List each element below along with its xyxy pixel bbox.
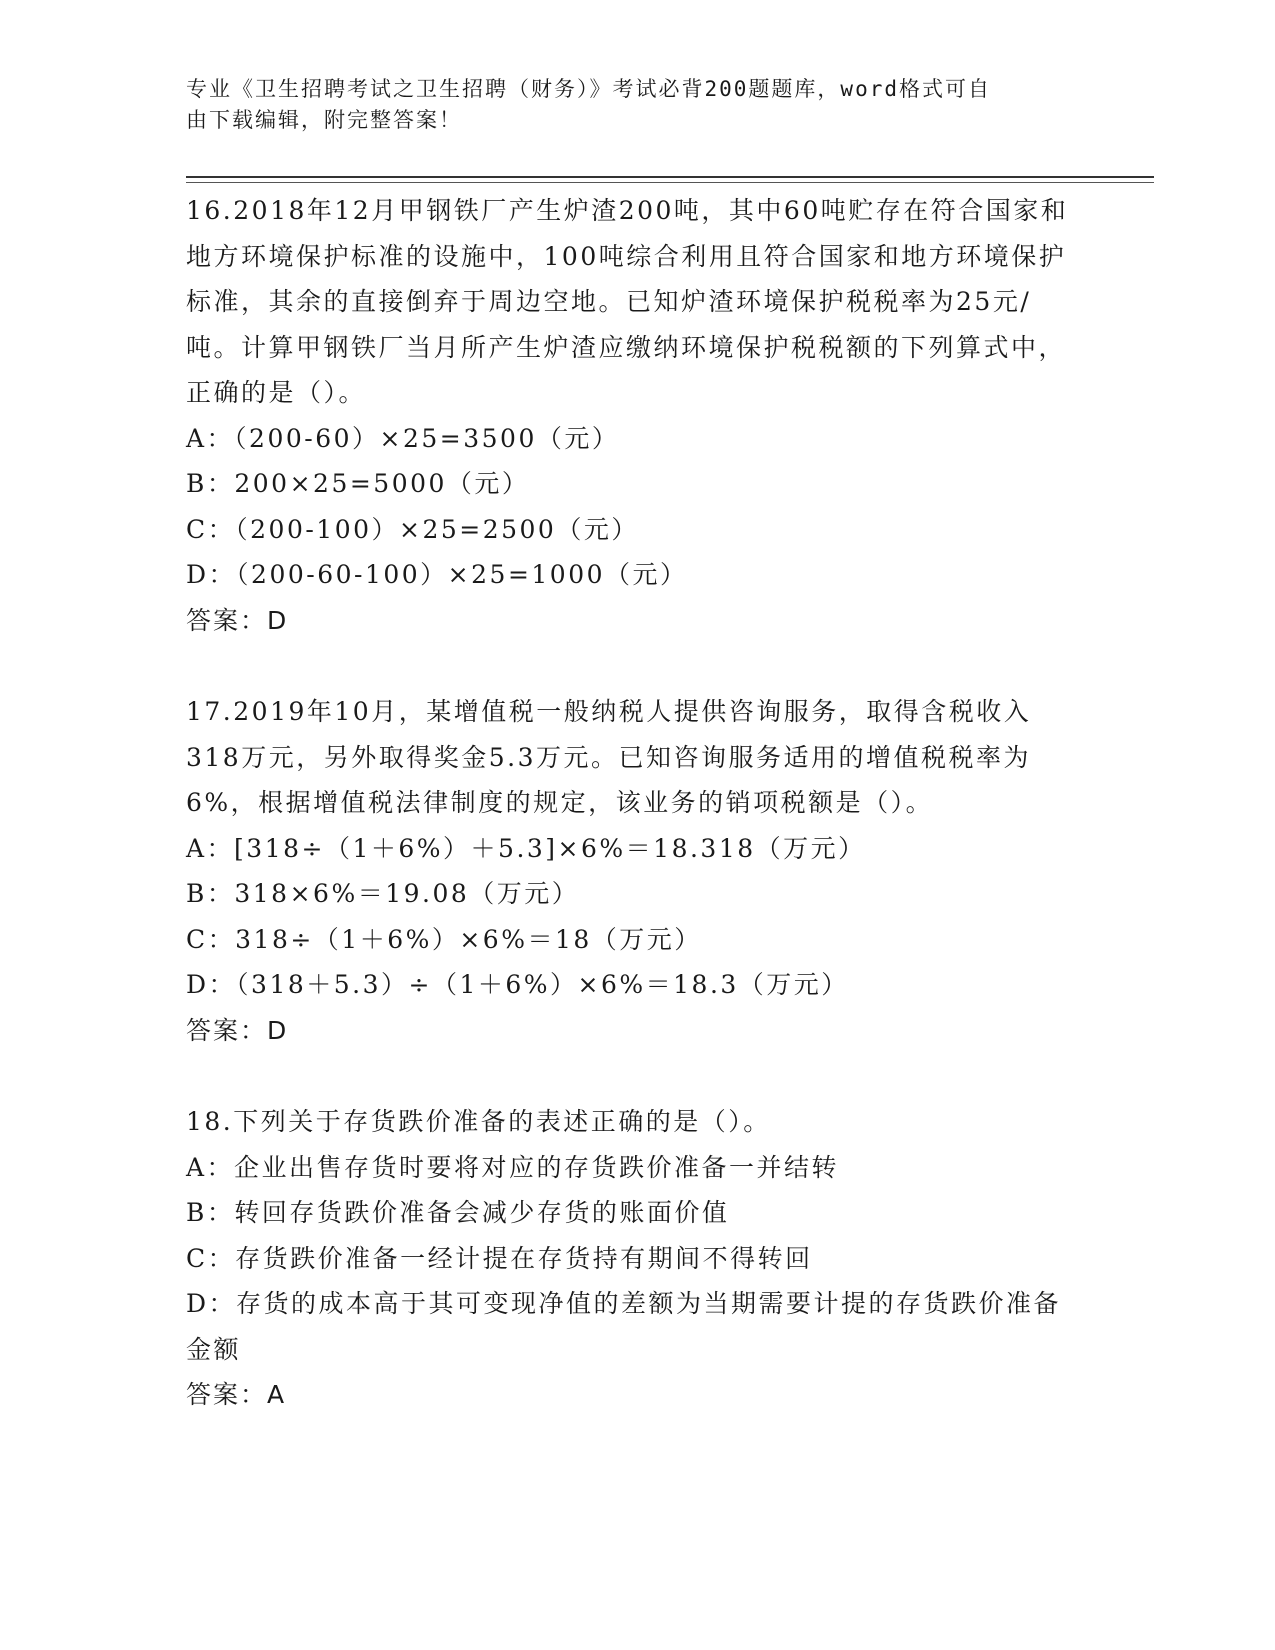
document-header (186, 74, 1066, 136)
option-c: C：（200-100）×25=2500（元） (186, 514, 639, 544)
question-stem: 16.2018年12月甲钢铁厂产生炉渣200吨，其中60吨贮存在符合国家和地方环境保护标准的设施中，100吨综合利用且符合国家和地方环境保护标准，其余的直接倒弃于周边空地。已知炉渣环境保护税税率为25元/吨。计算甲钢铁厂当月所产生炉渣应缴纳环境保护税税额的下列算式中，正确的是（）。 (186, 196, 1069, 407)
question-spacer (186, 643, 1086, 689)
option-b: B：318×6%＝19.08（万元） (186, 879, 580, 908)
question-stem: 18.下列关于存货跌价准备的表述正确的是（）。 (186, 1107, 771, 1136)
question-stem: 17.2019年10月，某增值税一般纳税人提供咨询服务，取得含税收入318万元，另外取得奖金5.3万元。已知咨询服务适用的增值税税率为6%，根据增值税法律制度的规定，该业务的销项税额是（）。 (186, 697, 1032, 817)
option-a: A：[318÷（1＋6%）＋5.3]×6%＝18.318（万元） (186, 833, 866, 863)
answer-line: 答案：D (186, 605, 289, 635)
option-d: D：（318＋5.3）÷（1＋6%）×6%＝18.3（万元） (186, 970, 849, 999)
question-16 (186, 188, 1086, 643)
answer-line: 答案：D (186, 1015, 289, 1045)
option-c: C：存货跌价准备一经计提在存货持有期间不得转回 (186, 1243, 813, 1273)
answer-line: 答案：A (186, 1380, 287, 1409)
header-line-2: 由下载编辑，附完整答案！ (186, 108, 462, 132)
header-line-1: 专业《卫生招聘考试之卫生招聘（财务）》考试必背200题题库，word格式可自 (186, 77, 991, 101)
header-divider-thick (186, 176, 1154, 178)
question-spacer (186, 1053, 1086, 1099)
option-d: D：存货的成本高于其可变现净值的差额为当期需要计提的存货跌价准备金额 (186, 1289, 1062, 1364)
option-b: B：转回存货跌价准备会减少存货的账面价值 (186, 1198, 730, 1227)
option-d: D：（200-60-100）×25=1000（元） (186, 560, 688, 589)
option-c: C：318÷（1＋6%）×6%＝18（万元） (186, 924, 702, 954)
question-list (186, 188, 1086, 1418)
option-a: A：（200-60）×25=3500（元） (186, 423, 620, 453)
option-a: A：企业出售存货时要将对应的存货跌价准备一并结转 (186, 1152, 840, 1182)
question-17 (186, 689, 1086, 1053)
question-18 (186, 1099, 1086, 1418)
option-b: B：200×25=5000（元） (186, 469, 530, 498)
header-divider-thin (186, 182, 1154, 183)
